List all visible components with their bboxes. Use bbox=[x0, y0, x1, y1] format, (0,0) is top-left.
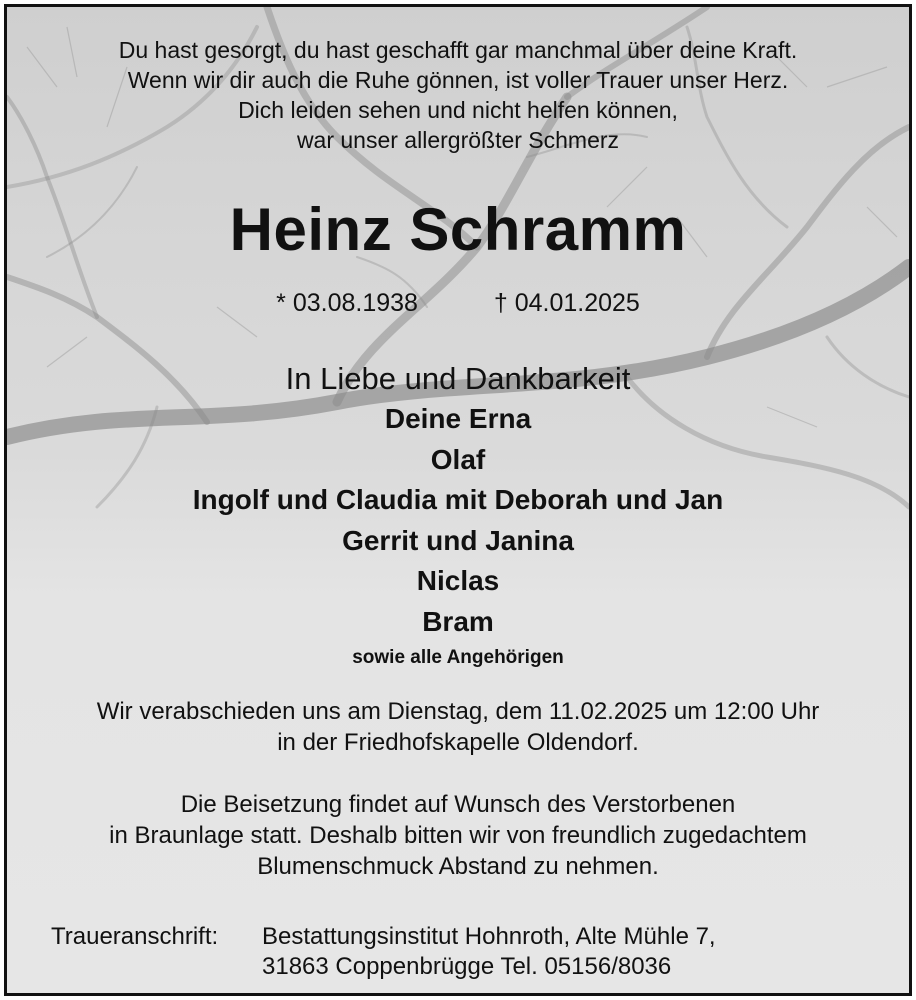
burial-line: Blumenschmuck Abstand zu nehmen. bbox=[257, 853, 659, 880]
burial-line: Die Beisetzung findet auf Wunsch des Verstorbenen bbox=[180, 791, 736, 818]
family-list bbox=[7, 399, 909, 642]
dedication: In Liebe und Dankbarkeit bbox=[285, 361, 631, 396]
farewell-line: in der Friedhofskapelle Oldendorf. bbox=[277, 729, 639, 756]
deceased-name: Heinz Schramm bbox=[229, 196, 687, 263]
poem-line: Dich leiden sehen und nicht helfen können, bbox=[238, 97, 678, 123]
obituary-card bbox=[4, 4, 912, 996]
family-member: Deine Erna bbox=[384, 403, 532, 434]
family-member: Bram bbox=[422, 605, 494, 637]
poem-line: war unser allergrößter Schmerz bbox=[296, 127, 620, 153]
address-line: 31863 Coppenbrügge Tel. 05156/8036 bbox=[262, 953, 672, 980]
farewell-line: Wir verabschieden uns am Dienstag, dem 11.02.2025 um 12:00 Uhr bbox=[96, 698, 820, 725]
address-line: Bestattungsinstitut Hohnroth, Alte Mühle 7, bbox=[262, 923, 716, 950]
family-member: Ingolf und Claudia mit Deborah und Jan bbox=[192, 484, 724, 515]
family-member: Niclas bbox=[416, 565, 500, 596]
farewell-notice bbox=[7, 696, 909, 758]
address-label: Traueranschrift: bbox=[51, 923, 219, 950]
burial-line: in Braunlage statt. Deshalb bitten wir von freundlich zugedachtem bbox=[109, 822, 807, 849]
family-member: Gerrit und Janina bbox=[342, 524, 574, 556]
poem-line: Du hast gesorgt, du hast geschafft gar manchmal über deine Kraft. bbox=[118, 37, 798, 63]
poem-line: Wenn wir dir auch die Ruhe gönnen, ist voller Trauer unser Herz. bbox=[127, 67, 789, 93]
family-member: Olaf bbox=[430, 443, 486, 475]
life-dates bbox=[7, 289, 909, 318]
burial-notice bbox=[7, 789, 909, 882]
relatives-note: sowie alle Angehörigen bbox=[352, 647, 564, 668]
poem bbox=[7, 35, 909, 155]
death-date: † 04.01.2025 bbox=[493, 289, 640, 317]
birth-date: * 03.08.1938 bbox=[276, 289, 418, 317]
